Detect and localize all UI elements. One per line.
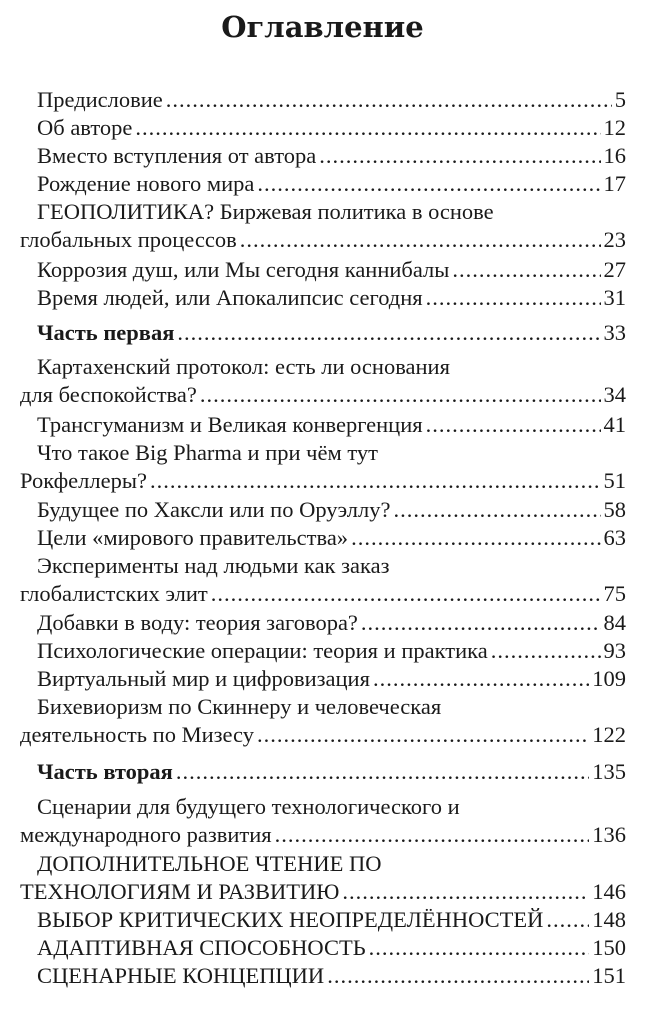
toc-leader-dots	[257, 170, 600, 198]
toc-page-number: 146	[592, 879, 626, 904]
toc-entry-line	[20, 962, 626, 990]
toc-leader-dots	[369, 934, 590, 962]
toc-leader-dots	[491, 637, 601, 665]
toc-leader-dots	[211, 580, 601, 608]
toc-page-number: 75	[603, 581, 626, 606]
toc-entry-line	[20, 353, 626, 381]
toc-page-number: 109	[592, 666, 626, 691]
toc-entry-line	[20, 411, 626, 439]
toc-entry[interactable]	[20, 552, 626, 608]
toc-entry[interactable]	[20, 353, 626, 409]
toc-leader-dots	[257, 721, 589, 749]
toc-entry[interactable]	[20, 609, 626, 637]
toc-page-number: 135	[592, 759, 626, 784]
toc-page-number: 33	[603, 320, 626, 345]
toc-entry-line	[20, 226, 626, 254]
toc-page-number: 93	[603, 638, 626, 663]
toc-entry-title: Предисловие	[37, 87, 163, 112]
toc-entry[interactable]	[20, 284, 626, 312]
toc-entry-line	[20, 284, 626, 312]
toc-leader-dots	[393, 496, 600, 524]
toc-leader-dots	[452, 256, 600, 284]
toc-entry-title: Время людей, или Апокалипсис сегодня	[37, 285, 423, 310]
toc-leader-dots	[275, 821, 590, 849]
toc-entry-title: Что такое Big Pharma и при чём тут	[37, 440, 378, 465]
toc-entry-title: для беспокойства?	[20, 382, 197, 407]
toc-entry-title: глобалистских элит	[20, 581, 208, 606]
toc-page-number: 63	[603, 525, 626, 550]
toc-page-number: 41	[603, 412, 626, 437]
toc-entry-line	[20, 114, 626, 142]
toc-entry-title: АДАПТИВНАЯ СПОСОБНОСТЬ	[37, 935, 366, 960]
toc-page-number: 51	[603, 468, 626, 493]
toc-page-number: 122	[592, 722, 626, 747]
toc-entry[interactable]	[20, 906, 626, 934]
toc-entry-line	[20, 319, 626, 347]
toc-leader-dots	[150, 467, 601, 495]
toc-entry[interactable]	[20, 693, 626, 749]
toc-page-number: 84	[603, 610, 626, 635]
toc-entry-line	[20, 934, 626, 962]
toc-entry-line	[20, 170, 626, 198]
toc-entry[interactable]	[20, 524, 626, 552]
toc-page-number: 58	[603, 497, 626, 522]
toc-entry-title: ВЫБОР КРИТИЧЕСКИХ НЕОПРЕДЕЛЁННОСТЕЙ	[37, 907, 544, 932]
toc-entry-title: СЦЕНАРНЫЕ КОНЦЕПЦИИ	[37, 963, 325, 988]
toc-entry[interactable]	[20, 256, 626, 284]
toc-entry-title: Эксперименты над людьми как заказ	[37, 553, 390, 578]
toc-leader-dots	[166, 86, 612, 114]
toc-entry-line	[20, 878, 626, 906]
toc-entry-title: Картахенский протокол: есть ли основания	[37, 354, 450, 379]
toc-entry-title: ГЕОПОЛИТИКА? Биржевая политика в основе	[37, 199, 494, 224]
toc-entry[interactable]	[20, 411, 626, 439]
toc-entry-title: Об авторе	[37, 115, 133, 140]
toc-entry-line	[20, 693, 626, 721]
toc-entry[interactable]	[20, 142, 626, 170]
toc-entry-line	[20, 758, 626, 786]
toc-leader-dots	[342, 878, 589, 906]
toc-entry-title: Цели «мирового правительства»	[37, 525, 349, 550]
toc-page-number: 23	[603, 227, 626, 252]
toc-entry-title: международного развития	[20, 822, 272, 847]
toc-entry-line	[20, 821, 626, 849]
toc-entry[interactable]	[20, 439, 626, 495]
toc-entry-line	[20, 198, 626, 226]
toc-entry-title: Часть первая	[37, 320, 175, 345]
toc-entry-title: Психологические операции: теория и практика	[37, 638, 488, 663]
toc-entry-title: Бихевиоризм по Скиннеру и человеческая	[37, 694, 442, 719]
toc-entry-line	[20, 665, 626, 693]
toc-entry-line	[20, 381, 626, 409]
toc-leader-dots	[176, 758, 589, 786]
toc-entry-title: Будущее по Хаксли или по Оруэллу?	[37, 497, 391, 522]
toc-page-number: 136	[592, 822, 626, 847]
toc-entry-line	[20, 637, 626, 665]
toc-entry-title: деятельность по Мизесу	[20, 722, 254, 747]
toc-page-number: 12	[603, 115, 626, 140]
toc-entry-line	[20, 496, 626, 524]
toc-leader-dots	[135, 114, 600, 142]
toc-leader-dots	[319, 142, 600, 170]
toc-entry[interactable]	[20, 962, 626, 990]
toc-entry-line	[20, 721, 626, 749]
toc-leader-dots	[546, 906, 589, 934]
toc-page-number: 150	[592, 935, 626, 960]
toc-entry-line	[20, 467, 626, 495]
toc-section-heading[interactable]	[20, 758, 626, 786]
toc-entry-line	[20, 256, 626, 284]
toc-page-number: 34	[603, 382, 626, 407]
toc-entry-title: Добавки в воду: теория заговора?	[37, 610, 358, 635]
toc-entry-title: Рокфеллеры?	[20, 468, 147, 493]
toc-leader-dots	[361, 609, 601, 637]
toc-entry[interactable]	[20, 86, 626, 114]
toc-entry-line	[20, 524, 626, 552]
toc-page-number: 5	[614, 87, 626, 112]
toc-entry-line	[20, 142, 626, 170]
toc-entry-line	[20, 906, 626, 934]
toc-leader-dots	[240, 226, 601, 254]
toc-entry-title: Вместо вступления от автора	[37, 143, 317, 168]
toc-entry-line	[20, 580, 626, 608]
toc-entry-title: глобальных процессов	[20, 227, 237, 252]
toc-entry[interactable]	[20, 793, 626, 849]
toc-entry-line	[20, 609, 626, 637]
toc-page-number: 151	[592, 963, 626, 988]
toc-entry[interactable]	[20, 934, 626, 962]
toc-leader-dots	[200, 381, 601, 409]
toc-entry[interactable]	[20, 496, 626, 524]
toc-leader-dots	[373, 665, 589, 693]
toc-entry-line	[20, 86, 626, 114]
toc-entry-title: Трансгуманизм и Великая конвергенция	[37, 412, 423, 437]
toc-leader-dots	[351, 524, 600, 552]
page-title: Оглавление	[221, 10, 424, 44]
toc-entry-line	[20, 793, 626, 821]
toc-page-number: 31	[603, 285, 626, 310]
toc-entry-line	[20, 552, 626, 580]
toc-entry-line	[20, 850, 626, 878]
toc-entry-title: Коррозия душ, или Мы сегодня каннибалы	[37, 257, 450, 282]
toc-entry[interactable]	[20, 198, 626, 254]
toc-entry-title: Виртуальный мир и цифровизация	[37, 666, 370, 691]
toc-entry-title: Рождение нового мира	[37, 171, 255, 196]
toc-leader-dots	[426, 411, 601, 439]
toc-entry[interactable]	[20, 850, 626, 906]
toc-entry-line	[20, 439, 626, 467]
toc-entry-title: Часть вторая	[37, 759, 173, 784]
toc-section-heading[interactable]	[20, 319, 626, 347]
toc-page-number: 16	[603, 143, 626, 168]
toc-page-number: 17	[603, 171, 626, 196]
toc-entry[interactable]	[20, 637, 626, 665]
toc-entry-title: Сценарии для будущего технологического и	[37, 794, 460, 819]
toc-entry-title: ДОПОЛНИТЕЛЬНОЕ ЧТЕНИЕ ПО	[37, 851, 382, 876]
toc-entry[interactable]	[20, 665, 626, 693]
toc-entry[interactable]	[20, 114, 626, 142]
toc-leader-dots	[327, 962, 589, 990]
toc-page-number: 27	[603, 257, 626, 282]
toc-leader-dots	[426, 284, 601, 312]
toc-page-number: 148	[592, 907, 626, 932]
toc-entry-title: ТЕХНОЛОГИЯМ И РАЗВИТИЮ	[20, 879, 340, 904]
toc-entry[interactable]	[20, 170, 626, 198]
toc-leader-dots	[177, 319, 600, 347]
